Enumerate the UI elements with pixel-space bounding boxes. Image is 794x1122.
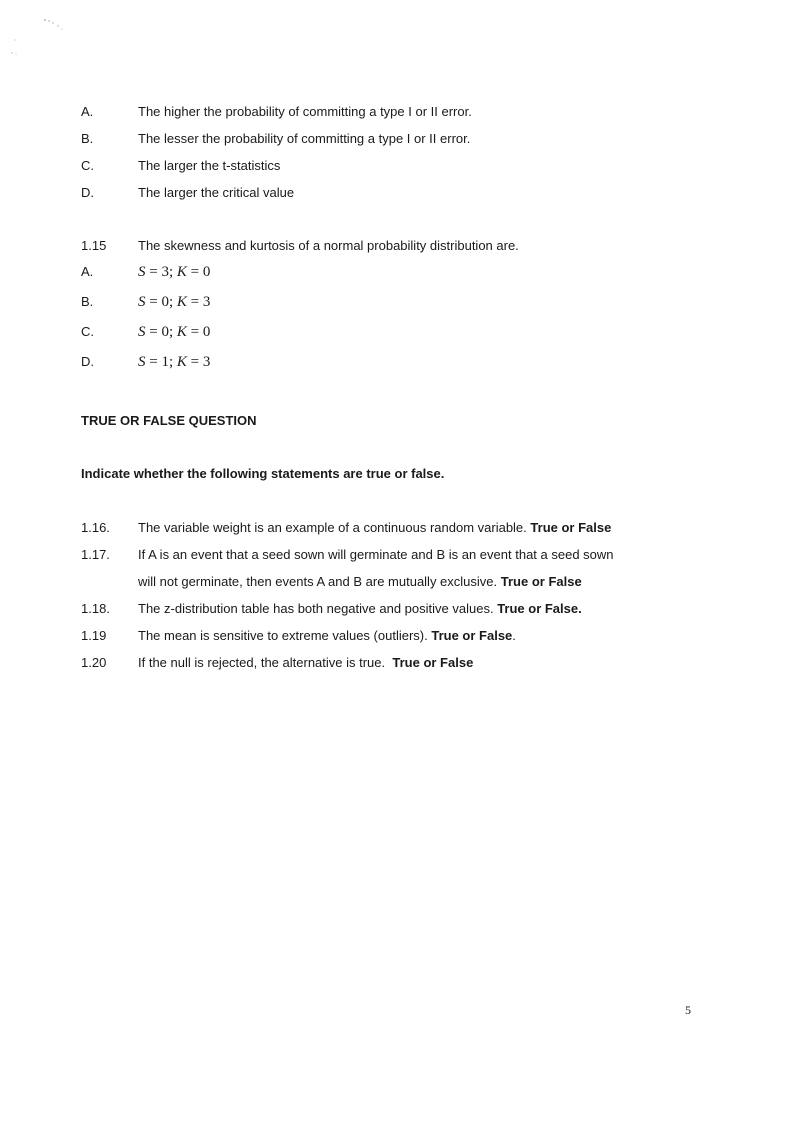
kurtosis-value: 3 [202,294,211,310]
kurtosis-value: 0 [202,324,211,340]
option-label: B. [81,131,94,146]
answer-prompt: True or False. [497,601,582,616]
skewness-value: 0 [161,294,169,310]
option-label: B. [81,294,94,309]
option-label: C. [81,158,94,173]
kurtosis-value: 0 [202,264,211,280]
answer-prompt: True or False [500,574,582,589]
option-text: The larger the t-statistics [138,158,281,173]
section-heading: TRUE OR FALSE QUESTION [81,413,257,428]
skewness-value: 0 [161,324,169,340]
option-formula: S = 3; K = 0 [138,264,211,280]
option-formula: S = 1; K = 3 [138,354,211,370]
skewness-value: 1 [161,354,169,370]
option-label: C. [81,324,94,339]
page-number: 5 [685,1003,691,1017]
section-instruction: Indicate whether the following statements are true or false. [81,466,445,481]
question-number: 1.18. [81,601,110,616]
question-number: 1.16. [81,520,110,535]
option-label: D. [81,354,94,369]
question-text [138,574,582,589]
option-label: A. [81,104,94,119]
scan-speck-marks [8,14,78,64]
question-text [138,628,516,643]
statement-suffix: . [512,628,516,643]
option-text: The larger the critical value [138,185,295,200]
option-text: The lesser the probability of committing a type I or II error. [138,131,471,146]
question-number: 1.15 [81,238,107,253]
question-text [138,655,473,670]
question-text: The skewness and kurtosis of a normal probability distribution are. [138,238,519,253]
statement-text: If the null is rejected, the alternative is true. [138,655,389,670]
statement-text: The variable weight is an example of a continuous random variable. [138,520,527,535]
option-label: A. [81,264,94,279]
option-text: The higher the probability of committing a type I or II error. [138,104,472,119]
skewness-value: 3 [161,264,169,280]
question-number: 1.19 [81,628,107,643]
kurtosis-value: 3 [202,354,211,370]
option-formula: S = 0; K = 0 [138,324,211,340]
answer-prompt: True or False [431,628,513,643]
question-number: 1.17. [81,547,110,562]
statement-text: If A is an event that a seed sown will germinate and B is an event that a seed sown [138,547,614,562]
option-label: D. [81,185,94,200]
answer-prompt: True or False [530,520,612,535]
question-number: 1.20 [81,655,107,670]
statement-text: The mean is sensitive to extreme values (outliers). [138,628,428,643]
answer-prompt: True or False [392,655,474,670]
question-text [138,601,582,616]
question-text [138,520,611,535]
option-formula: S = 0; K = 3 [138,294,211,310]
statement-text: The z-distribution table has both negative and positive values. [138,601,494,616]
statement-continuation: will not germinate, then events A and B are mutually exclusive. [138,574,498,589]
